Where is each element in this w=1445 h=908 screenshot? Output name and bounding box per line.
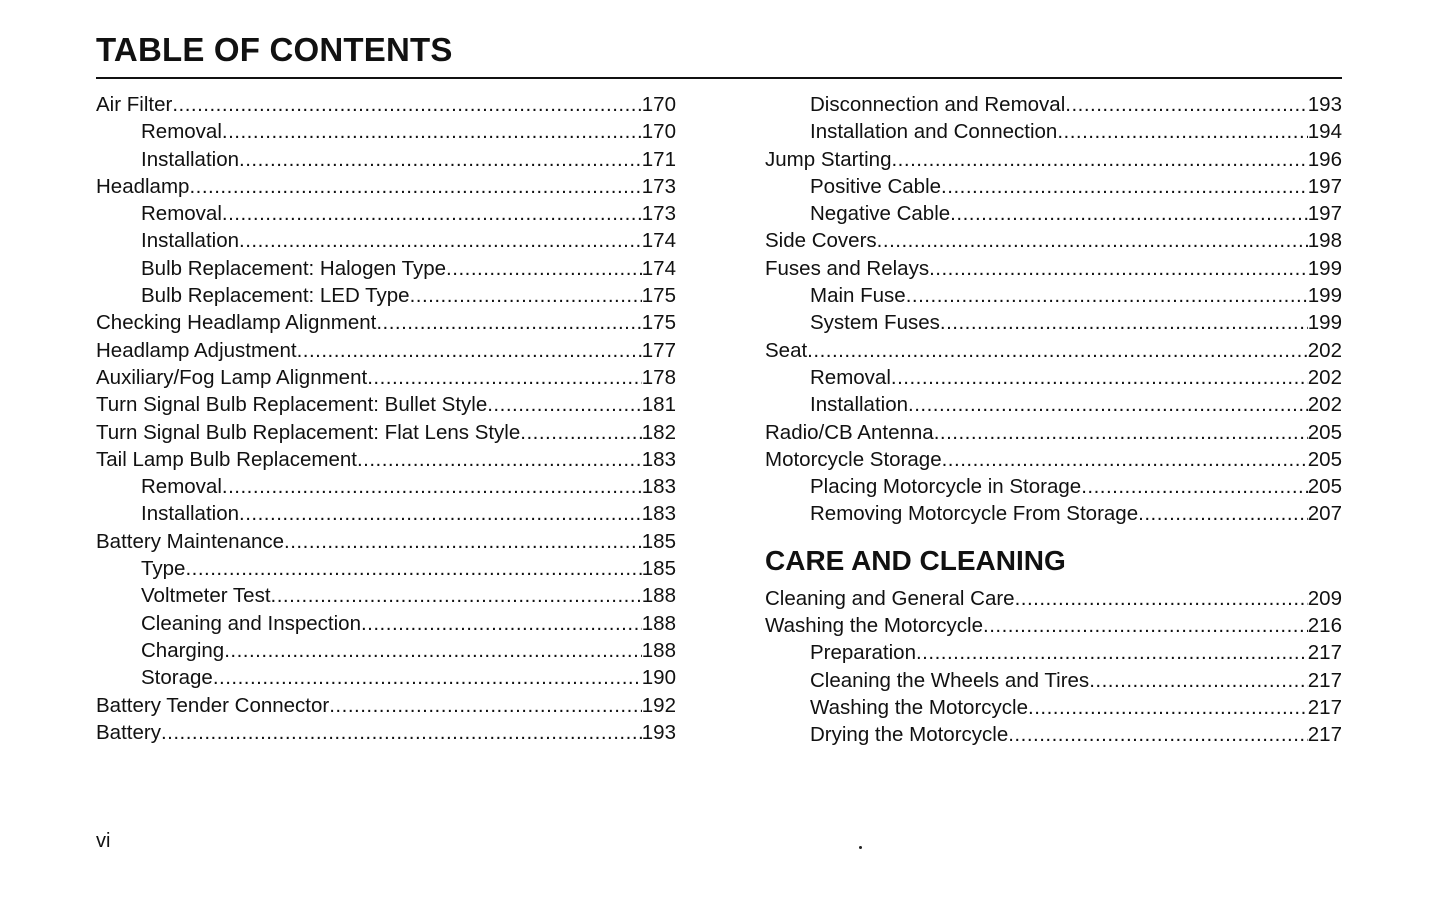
dot-leader — [941, 175, 1308, 199]
dot-leader — [222, 120, 642, 144]
toc-entry-page-number: 199 — [1307, 256, 1342, 280]
dot-leader — [940, 311, 1308, 335]
toc-entry-page-number: 171 — [641, 147, 676, 171]
toc-entry-label: Side Covers — [765, 229, 877, 253]
toc-entry-label: Air Filter — [96, 93, 173, 116]
toc-entry-page-number: 197 — [1307, 202, 1342, 226]
toc-entry[interactable] — [765, 587, 1342, 614]
toc-entry-page-number: 188 — [641, 611, 676, 635]
dot-leader — [891, 148, 1307, 172]
toc-entry-page-number: 202 — [1307, 393, 1342, 417]
toc-entry[interactable] — [765, 257, 1342, 284]
toc-entry-label: Battery — [96, 720, 161, 744]
dot-leader — [410, 284, 642, 308]
toc-entry-page-number: 183 — [641, 475, 676, 499]
dot-leader — [271, 584, 642, 608]
toc-entry-page-number: 183 — [641, 502, 676, 526]
toc-entry[interactable] — [96, 639, 676, 666]
dot-leader — [1008, 723, 1308, 747]
toc-entry[interactable] — [765, 393, 1342, 420]
toc-entry-label: Drying the Motorcycle — [810, 723, 1009, 747]
dot-leader — [916, 641, 1308, 665]
toc-entry-label: Motorcycle Storage — [765, 447, 942, 471]
toc-entry-page-number: 199 — [1307, 311, 1342, 335]
toc-entry-label: Installation — [141, 229, 240, 253]
dot-leader — [213, 666, 642, 690]
toc-entry[interactable] — [765, 284, 1342, 311]
toc-entry-page-number: 205 — [1307, 447, 1342, 471]
toc-entry-label: Washing the Motorcycle — [765, 614, 983, 638]
toc-entry[interactable] — [96, 721, 676, 748]
toc-entry-label: Main Fuse — [810, 284, 906, 308]
dot-leader — [1015, 587, 1308, 611]
toc-entry-label: Charging — [141, 638, 225, 662]
toc-entry[interactable] — [96, 666, 676, 693]
toc-entry-label: Checking Headlamp Alignment — [96, 311, 377, 335]
toc-entry-page-number: 190 — [641, 666, 676, 690]
toc-entry[interactable] — [765, 175, 1342, 202]
toc-entry-label: Positive Cable — [810, 174, 942, 198]
toc-entry-page-number: 194 — [1307, 120, 1342, 144]
page-title: TABLE OF CONTENTS — [96, 31, 453, 68]
toc-left-column — [96, 93, 676, 748]
toc-entry-label: Removing Motorcycle From Storage — [810, 502, 1139, 526]
toc-entry-page-number: 193 — [641, 720, 676, 744]
toc-entry-label: Battery Maintenance — [96, 529, 285, 553]
toc-entry[interactable] — [96, 530, 676, 557]
print-speck — [859, 846, 862, 849]
toc-entry[interactable] — [96, 366, 676, 393]
toc-entry-page-number: 205 — [1307, 475, 1342, 499]
toc-entry-label: Washing the Motorcycle — [810, 695, 1028, 719]
toc-entry-label: Tail Lamp Bulb Replacement — [96, 447, 357, 471]
toc-entry-page-number: 198 — [1307, 229, 1342, 253]
dot-leader — [983, 614, 1308, 638]
toc-entry-label: Bulb Replacement: Halogen Type — [141, 256, 447, 280]
toc-entry-label: Turn Signal Bulb Replacement: Bullet Style — [96, 393, 488, 417]
toc-entry[interactable] — [765, 93, 1342, 120]
toc-entry-page-number: 173 — [641, 174, 676, 198]
toc-entry[interactable] — [96, 148, 676, 175]
toc-entry-page-number: 181 — [641, 393, 676, 417]
toc-entry-page-number: 192 — [641, 693, 676, 717]
toc-entry-page-number: 202 — [1307, 338, 1342, 362]
toc-entry[interactable] — [765, 641, 1342, 668]
toc-entry[interactable] — [765, 148, 1342, 175]
toc-entry-label: Seat — [765, 338, 808, 362]
toc-entry-label: Removal — [141, 475, 222, 499]
footer-page-number: vi — [96, 830, 111, 852]
toc-entry[interactable] — [96, 311, 676, 338]
toc-entry[interactable] — [96, 229, 676, 256]
dot-leader — [520, 421, 642, 445]
toc-entry[interactable] — [765, 696, 1342, 723]
toc-entry[interactable] — [765, 475, 1342, 502]
toc-entry-label: Cleaning and General Care — [765, 586, 1015, 610]
toc-entry-page-number: 217 — [1307, 723, 1342, 747]
toc-entry[interactable] — [765, 502, 1342, 529]
toc-entry-label: Voltmeter Test — [141, 584, 271, 608]
toc-entry-label: Cleaning and Inspection — [141, 611, 361, 635]
toc-entry[interactable] — [96, 202, 676, 229]
toc-entry[interactable] — [765, 229, 1342, 256]
toc-entry[interactable] — [765, 614, 1342, 641]
dot-leader — [222, 202, 642, 226]
toc-entry-page-number: 178 — [641, 365, 676, 389]
dot-leader — [357, 448, 642, 472]
toc-entry[interactable] — [96, 502, 676, 529]
toc-entry-page-number: 196 — [1307, 147, 1342, 171]
toc-entry-label: Battery Tender Connector — [96, 693, 330, 717]
toc-entry-label: Installation and Connection — [810, 120, 1058, 144]
care-and-cleaning-heading: CARE AND CLEANING — [765, 544, 1066, 576]
dot-leader — [1028, 696, 1308, 720]
dot-leader — [929, 257, 1308, 281]
toc-entry-page-number: 185 — [641, 557, 676, 581]
dot-leader — [934, 421, 1308, 445]
toc-entry-label: Removal — [141, 120, 222, 144]
dot-leader — [1081, 475, 1308, 499]
toc-entry[interactable] — [96, 93, 676, 120]
toc-entry-page-number: 188 — [641, 584, 676, 608]
toc-entry-page-number: 217 — [1307, 695, 1342, 719]
dot-leader — [239, 148, 642, 172]
dot-leader — [239, 229, 642, 253]
toc-entry-label: Installation — [141, 502, 240, 526]
toc-entry[interactable] — [765, 669, 1342, 696]
toc-entry-label: Headlamp — [96, 174, 190, 198]
toc-entry[interactable] — [96, 393, 676, 420]
toc-entry-label: Negative Cable — [810, 202, 951, 226]
toc-entry-page-number: 209 — [1307, 586, 1342, 610]
dot-leader — [297, 339, 642, 363]
dot-leader — [891, 366, 1308, 390]
dot-leader — [906, 284, 1308, 308]
dot-leader — [950, 202, 1308, 226]
dot-leader — [222, 475, 642, 499]
toc-entry[interactable] — [765, 448, 1342, 475]
toc-entry-label: Placing Motorcycle in Storage — [810, 475, 1082, 499]
toc-entry-page-number: 188 — [641, 638, 676, 662]
title-divider — [96, 77, 1342, 79]
toc-entry[interactable] — [96, 584, 676, 611]
toc-entry-page-number: 205 — [1307, 420, 1342, 444]
toc-entry-page-number: 175 — [641, 284, 676, 308]
dot-leader — [446, 257, 642, 281]
dot-leader — [224, 639, 642, 663]
toc-entry-page-number: 173 — [641, 202, 676, 226]
dot-leader — [1065, 93, 1308, 117]
toc-entry-page-number: 202 — [1307, 365, 1342, 389]
toc-entry-page-number: 170 — [641, 120, 676, 144]
toc-entry[interactable] — [765, 120, 1342, 147]
toc-entry[interactable] — [96, 339, 676, 366]
dot-leader — [172, 93, 641, 117]
toc-entry[interactable] — [96, 694, 676, 721]
dot-leader — [487, 393, 642, 417]
toc-entry-label: Cleaning the Wheels and Tires — [810, 668, 1090, 692]
dot-leader — [367, 366, 642, 390]
dot-leader — [1138, 502, 1308, 526]
toc-right-entries — [765, 93, 1342, 530]
toc-entry[interactable] — [765, 723, 1342, 750]
dot-leader — [1057, 120, 1307, 144]
toc-entry-label: Removal — [141, 202, 222, 226]
toc-entry-page-number: 174 — [641, 256, 676, 280]
dot-leader — [185, 557, 641, 581]
toc-entry[interactable] — [765, 311, 1342, 338]
toc-entry-label: Type — [141, 557, 186, 581]
dot-leader — [161, 721, 642, 745]
toc-entry-label: Storage — [141, 666, 213, 690]
toc-entry[interactable] — [96, 448, 676, 475]
toc-entry-label: Removal — [810, 365, 891, 389]
toc-entry-page-number: 217 — [1307, 668, 1342, 692]
toc-entry-page-number: 193 — [1307, 93, 1342, 116]
dot-leader — [908, 393, 1308, 417]
toc-entry[interactable] — [96, 175, 676, 202]
dot-leader — [189, 175, 641, 199]
toc-entry-page-number: 199 — [1307, 284, 1342, 308]
toc-entry-label: Fuses and Relays — [765, 256, 930, 280]
dot-leader — [239, 502, 642, 526]
toc-entry-page-number: 217 — [1307, 641, 1342, 665]
toc-entry-label: Installation — [810, 393, 909, 417]
toc-entry-page-number: 175 — [641, 311, 676, 335]
toc-entry[interactable] — [96, 284, 676, 311]
toc-entry[interactable] — [765, 339, 1342, 366]
toc-entry-label: Bulb Replacement: LED Type — [141, 284, 410, 308]
toc-entry-page-number: 185 — [641, 529, 676, 553]
toc-entry[interactable] — [96, 120, 676, 147]
dot-leader — [361, 612, 642, 636]
toc-entry[interactable] — [765, 421, 1342, 448]
dot-leader — [1089, 669, 1308, 693]
dot-leader — [329, 694, 642, 718]
toc-entry-page-number: 177 — [641, 338, 676, 362]
toc-entry-page-number: 182 — [641, 420, 676, 444]
toc-entry-label: System Fuses — [810, 311, 940, 335]
toc-entry-label: Installation — [141, 147, 240, 171]
toc-entry[interactable] — [96, 612, 676, 639]
toc-entry-label: Radio/CB Antenna — [765, 420, 934, 444]
toc-entry-page-number: 197 — [1307, 174, 1342, 198]
toc-entry-label: Headlamp Adjustment — [96, 338, 297, 362]
dot-leader — [284, 530, 642, 554]
toc-entry-page-number: 216 — [1307, 614, 1342, 638]
toc-right-column — [765, 93, 1342, 751]
toc-entry[interactable] — [96, 257, 676, 284]
toc-entry-label: Preparation — [810, 641, 916, 665]
toc-entry[interactable] — [96, 475, 676, 502]
toc-entry-label: Auxiliary/Fog Lamp Alignment — [96, 365, 368, 389]
toc-entry-label: Disconnection and Removal — [810, 93, 1066, 116]
toc-entry-page-number: 174 — [641, 229, 676, 253]
dot-leader — [376, 311, 641, 335]
toc-entry-label: Turn Signal Bulb Replacement: Flat Lens Style — [96, 420, 521, 444]
toc-entry[interactable] — [96, 421, 676, 448]
toc-entry[interactable] — [765, 202, 1342, 229]
dot-leader — [877, 229, 1308, 253]
dot-leader — [942, 448, 1308, 472]
toc-entry-page-number: 207 — [1307, 502, 1342, 526]
toc-entry-label: Jump Starting — [765, 147, 892, 171]
toc-entry[interactable] — [96, 557, 676, 584]
dot-leader — [807, 339, 1308, 363]
toc-entry-page-number: 170 — [641, 93, 676, 116]
toc-entry-page-number: 183 — [641, 447, 676, 471]
care-and-cleaning-entries — [765, 587, 1342, 751]
toc-entry[interactable] — [765, 366, 1342, 393]
